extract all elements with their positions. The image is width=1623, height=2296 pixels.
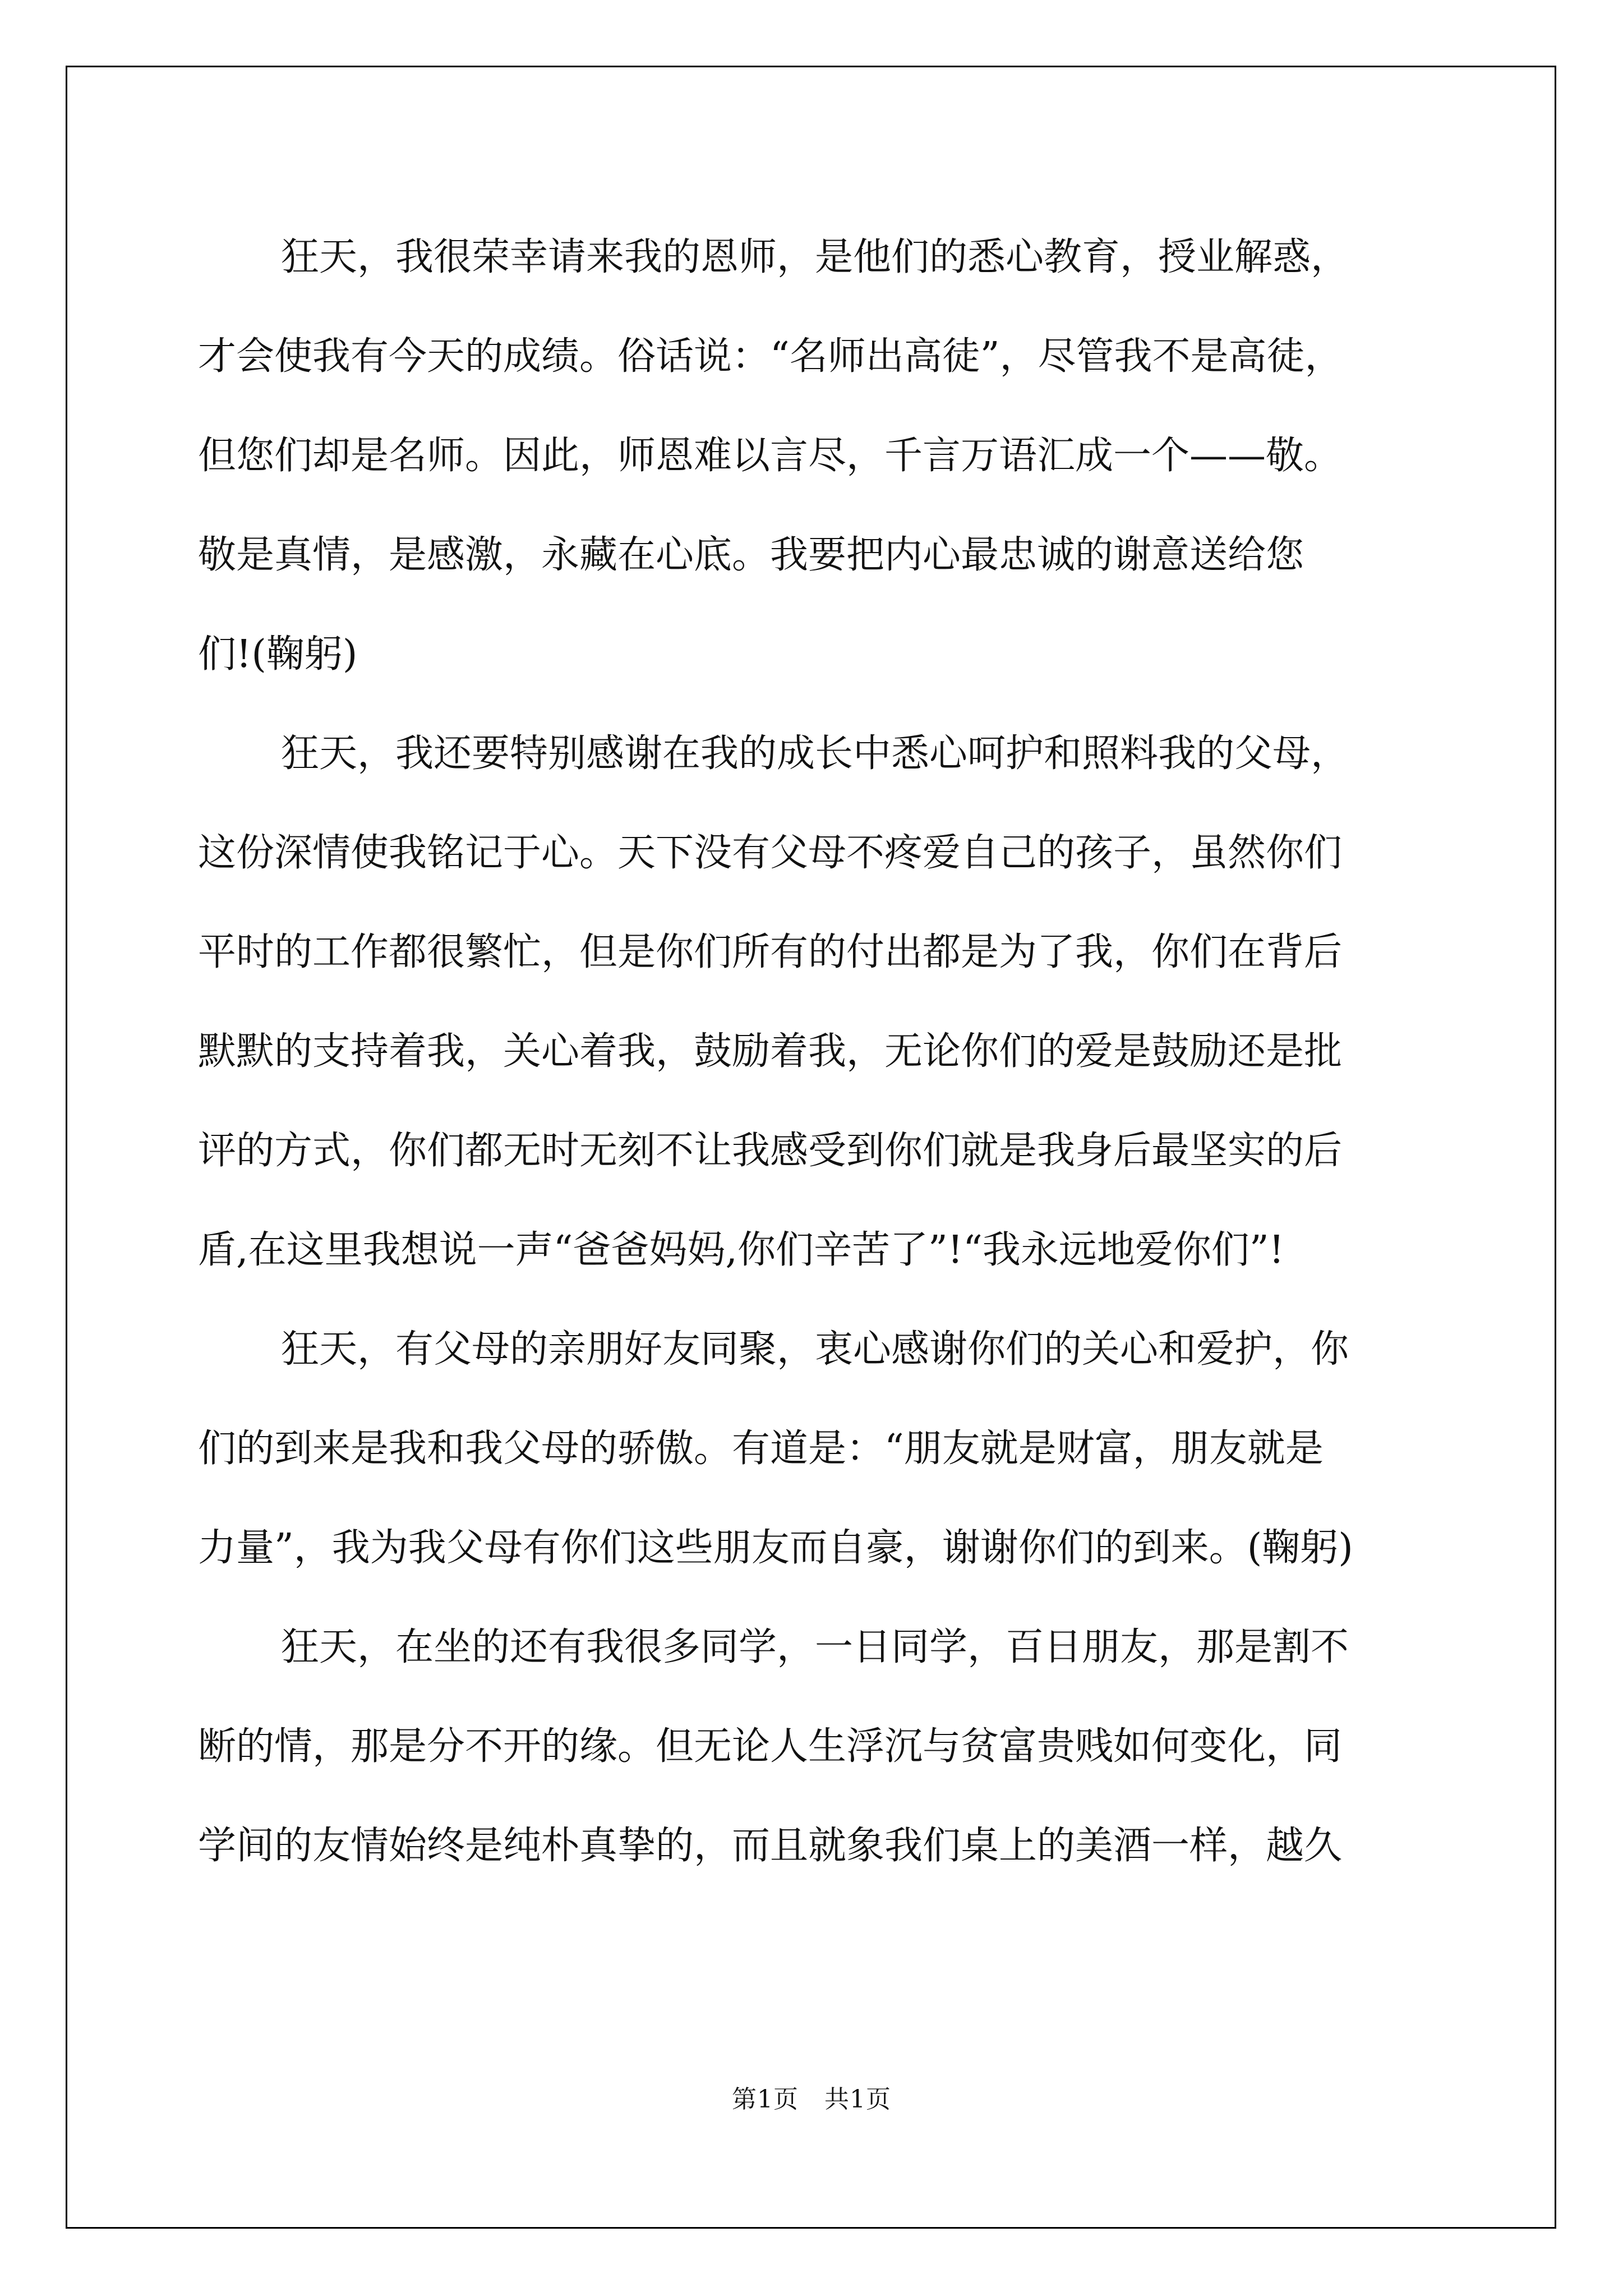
text-line: 但您们却是名师。因此，师恩难以言尽，千言万语汇成一个——敬。 — [198, 434, 1343, 478]
text-line: 狂天，我还要特别感谢在我的成长中悉心呵护和照料我的父母， — [281, 731, 1349, 776]
text-line: 评的方式，你们都无时无刻不让我感受到你们就是我身后最坚实的后 — [198, 1129, 1343, 1173]
text-line: 狂天，在坐的还有我很多同学，一日同学，百日朋友，那是割不 — [281, 1625, 1349, 1669]
text-line: 断的情，那是分不开的缘。但无论人生浮沉与贫富贵贱如何变化，同 — [198, 1724, 1343, 1769]
document-body — [198, 208, 1454, 1895]
text-line: 力量”，我为我父母有你们这些朋友而自豪，谢谢你们的到来。(鞠躬) — [198, 1526, 1353, 1570]
text-line: 们的到来是我和我父母的骄傲。有道是：“朋友就是财富，朋友就是 — [198, 1427, 1324, 1471]
text-line: 狂天，我很荣幸请来我的恩师，是他们的悉心教育，授业解惑， — [281, 235, 1349, 279]
text-line: 这份深情使我铭记于心。天下没有父母不疼爱自己的孩子，虽然你们 — [198, 831, 1343, 875]
text-line: 平时的工作都很繁忙，但是你们所有的付出都是为了我，你们在背后 — [198, 930, 1343, 974]
text-line: 敬是真情，是感激，永藏在心底。我要把内心最忠诚的谢意送给您 — [198, 533, 1304, 577]
text-line: 狂天，有父母的亲朋好友同聚，衷心感谢你们的关心和爱护，你 — [281, 1327, 1349, 1372]
page-total: 共1页 — [824, 2085, 891, 2114]
text-line: 学间的友情始终是纯朴真挚的，而且就象我们桌上的美酒一样，越久 — [198, 1824, 1343, 1868]
text-line: 默默的支持着我，关心着我，鼓励着我，无论你们的爱是鼓励还是批 — [198, 1029, 1343, 1074]
text-line: 才会使我有今天的成绩。俗话说：“名师出高徒”，尽管我不是高徒， — [198, 334, 1343, 379]
text-line: 们!(鞠躬) — [198, 632, 358, 677]
page-footer — [0, 2079, 1623, 2115]
page-number: 第1页 — [732, 2085, 799, 2114]
text-line: 盾,在这里我想说一声“爸爸妈妈,你们辛苦了”!“我永远地爱你们”! — [198, 1228, 1284, 1272]
